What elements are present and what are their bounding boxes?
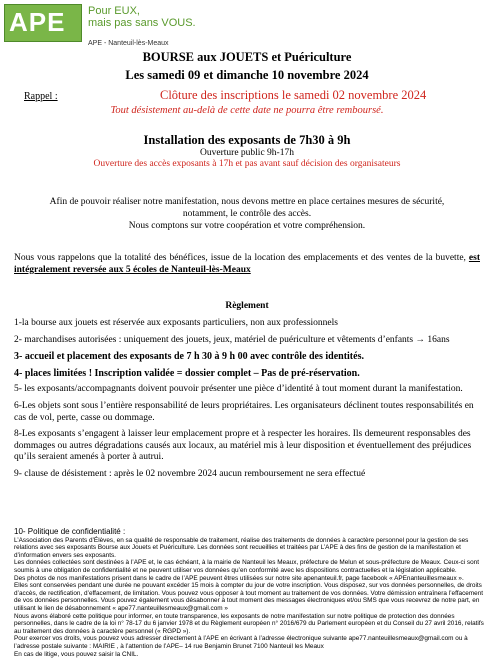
privacy-paragraph: Nous avons élaboré cette politique pour informer, en toute transparence, les exposants de notre manifestation sur notre politique de protection des données personnelles, dans le cadre de la loi n° 78-17 du 6 janvier 1978 et du Règlement européen n° 2016/679 du Parlement européen et du Conseil du 27 avril 2016, relatifs au traitement des données à caractère personnel (« RGPD »). bbox=[14, 613, 484, 636]
security-intro bbox=[14, 196, 480, 232]
rappel-label: Rappel : bbox=[24, 91, 58, 102]
rules-list bbox=[14, 318, 484, 486]
page-title: BOURSE aux JOUETS et Puériculture bbox=[0, 50, 494, 65]
public-hours: Ouverture public 9h-17h bbox=[0, 148, 494, 158]
privacy-paragraph: Elles sont conservées pendant une durée ne pouvant excéder 15 mois à compter du jour de votre inscription. Vous disposez, sur vos données personnelles, de droits d’accès, de rectification, d’effacement, de limitation. Vous pouvez vous opposer à tout moment au traitement de vos données. Votre démission entraînera l’effacement de vos données personnelles. Vous pouvez également vous désabonner à tout moment des messages électroniques et/ou SMS que vous recevrez de notre part, en utilisant le lien de désabonnement « ape77.nanteuillesmeaux@gmail.com » bbox=[14, 582, 484, 612]
rule-item: 3- accueil et placement des exposants de 7 h 30 à 9 h 00 avec contrôle des identités. bbox=[14, 351, 484, 363]
intro-line-1: Afin de pouvoir réaliser notre manifestation, nous devons mettre en place certaines mesures de sécurité, bbox=[14, 196, 480, 208]
rule-item: 4- places limitées ! Inscription validée = dossier complet – Pas de pré-réservation. bbox=[14, 368, 484, 380]
logo-tagline-2: mais pas sans VOUS. bbox=[88, 17, 196, 29]
benefits-paragraph bbox=[14, 252, 480, 276]
logo-badge bbox=[4, 4, 82, 42]
refund-notice: Tout désistement au-delà de cette date ne pourra être remboursé. bbox=[0, 105, 494, 116]
intro-line-2: notamment, le contrôle des accès. bbox=[14, 208, 480, 220]
privacy-policy bbox=[14, 528, 484, 658]
privacy-paragraph: L’Association des Parents d’Élèves, en sa qualité de responsable de traitement, réalise des traitements de données à caractère personnel pour la gestion de ses relations avec ses exposants Bourse aux Jouets et Puériculture. Les données sont recueillies et traitées par L’APE à des fins de gestion de la manifestation et d’information envers ses exposants. bbox=[14, 537, 484, 560]
logo-letters: APE bbox=[9, 7, 65, 37]
rule-item: 5- les exposants/accompagnants doivent pouvoir présenter une pièce d’identité à tout moment durant la manifestation. bbox=[14, 384, 484, 396]
reglement-title: Règlement bbox=[0, 301, 494, 311]
logo-subtitle: APE - Nanteuil-lès-Meaux bbox=[88, 40, 169, 47]
privacy-paragraph: Des photos de nos manifestations prisent dans le cadre de l’APE peuvent êtres utilisées sur notre site apenanteuil.fr, page facebook « APEnanteuillesmeaux ». bbox=[14, 575, 484, 583]
rule-item: 6-Les objets sont sous l’entière responsabilité de leurs propriétaires. Les organisateurs déclinent toutes responsabilités en cas de vol, perte, casse ou dommage. bbox=[14, 401, 484, 424]
benefits-emphasis: est intégralement reversée aux 5 écoles de Nanteuil-lès-Meaux bbox=[14, 253, 480, 275]
ape-logo bbox=[4, 4, 200, 52]
privacy-paragraph: En cas de litige, vous pouvez saisir la CNIL. bbox=[14, 651, 484, 658]
rule-item: 9- clause de désistement : après le 02 novembre 2024 aucun remboursement ne sera effectué bbox=[14, 469, 484, 481]
rule-item: 8-Les exposants s’engagent à laisser leur emplacement propre et à respecter les horaires. Ils demeurent responsables des dommages ou autres dégradations causés aux locaux, au matériel mis à leur disposition et éventuellement des préjudices qu’ils seraient amenés à porter à autrui. bbox=[14, 429, 484, 464]
exhibitor-access-notice: Ouverture des accès exposants à 17h et pas avant sauf décision des organisateurs bbox=[0, 159, 494, 169]
intro-line-3: Nous comptons sur votre coopération et votre compréhension. bbox=[14, 220, 480, 232]
privacy-paragraph: Les données collectées sont destinées à l’APE et, le cas échéant, à la mairie de Nanteuil les Meaux, préfecture de Melun et sous-préfecture de Meaux. Ceux-ci sont soumis à une obligation de confidentialité et ne peuvent utiliser vos données qu’en conformité avec les dispositions contractuelles et la législation applicable. bbox=[14, 559, 484, 574]
rule-item: 2- marchandises autorisées : uniquement des jouets, jeux, matériel de puériculture et vêtements d’enfants → 16ans bbox=[14, 335, 484, 347]
privacy-title: 10- Politique de confidentialité : bbox=[14, 528, 484, 536]
rule-item: 1-la bourse aux jouets est réservée aux exposants particuliers, non aux professionnels bbox=[14, 318, 484, 330]
registration-deadline: Clôture des inscriptions le samedi 02 novembre 2024 bbox=[160, 88, 426, 103]
logo-tagline-1: Pour EUX, bbox=[88, 5, 140, 17]
installation-title: Installation des exposants de 7h30 à 9h bbox=[0, 133, 494, 148]
event-dates: Les samedi 09 et dimanche 10 novembre 2024 bbox=[0, 68, 494, 83]
privacy-paragraph: Pour exercer vos droits, vous pouvez vous adresser directement à l’APE en écrivant à l’adresse électronique suivante ape77.nanteuillesmeaux@gmail.com ou à l’adresse postale suivante : MAIRIE , à l’attention de l’APE– 14 rue Benjamin Brunet 7100 Nanteuil les Meaux bbox=[14, 635, 484, 650]
benefits-text: Nous vous rappelons que la totalité des bénéfices, issue de la location des emplacements et des ventes de la buvette, bbox=[14, 253, 469, 263]
